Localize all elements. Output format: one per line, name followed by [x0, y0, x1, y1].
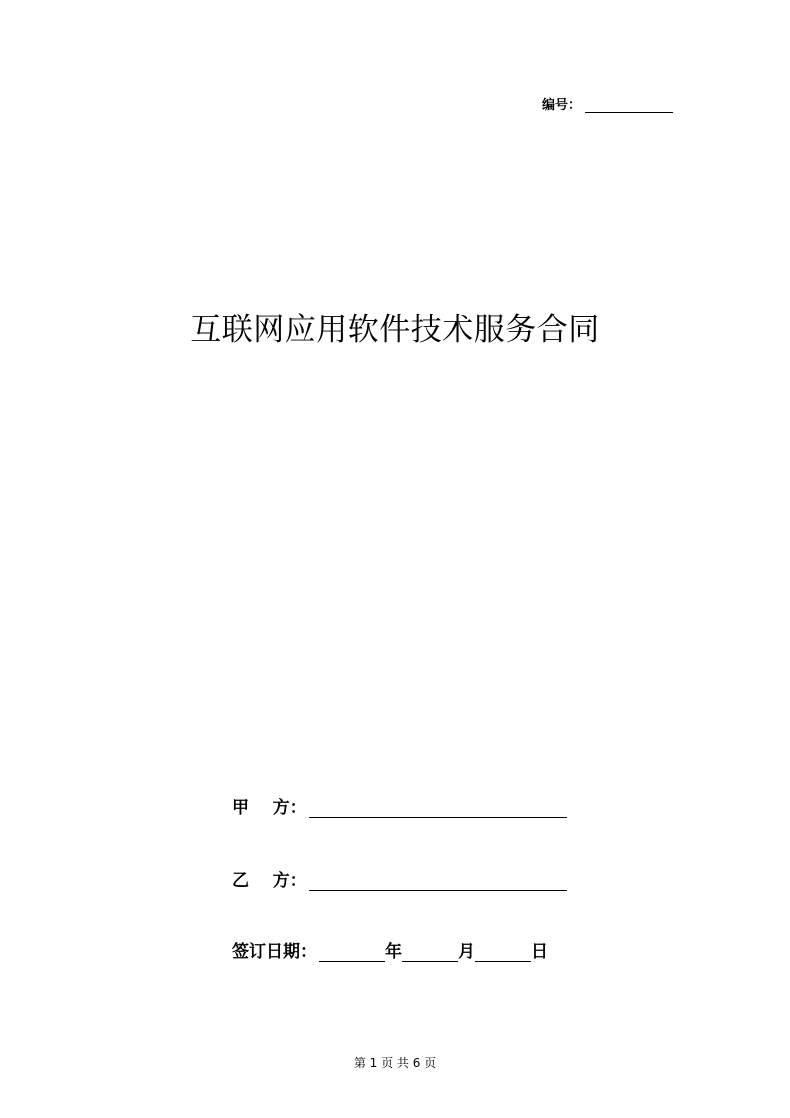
party-a-label: 甲 方： [232, 798, 307, 818]
party-b-field [232, 866, 567, 891]
party-b-blank [309, 872, 567, 891]
month-blank [402, 943, 458, 962]
day-label: 日 [531, 942, 548, 962]
party-a-blank [309, 799, 567, 818]
contract-number-label: 编号： [542, 98, 582, 113]
signing-date-label: 签订日期： [232, 942, 317, 962]
day-blank [475, 943, 531, 962]
year-blank [319, 943, 385, 962]
document-title: 互联网应用软件技术服务合同 [190, 312, 600, 348]
party-b-label: 乙 方： [232, 871, 307, 891]
signing-date-field [232, 937, 548, 962]
contract-number-field [542, 94, 673, 113]
page-footer: 第 1 页 共 6 页 [353, 1056, 437, 1070]
month-label: 月 [458, 942, 475, 962]
party-a-field [232, 793, 567, 818]
year-label: 年 [385, 942, 402, 962]
contract-number-blank [585, 98, 673, 113]
